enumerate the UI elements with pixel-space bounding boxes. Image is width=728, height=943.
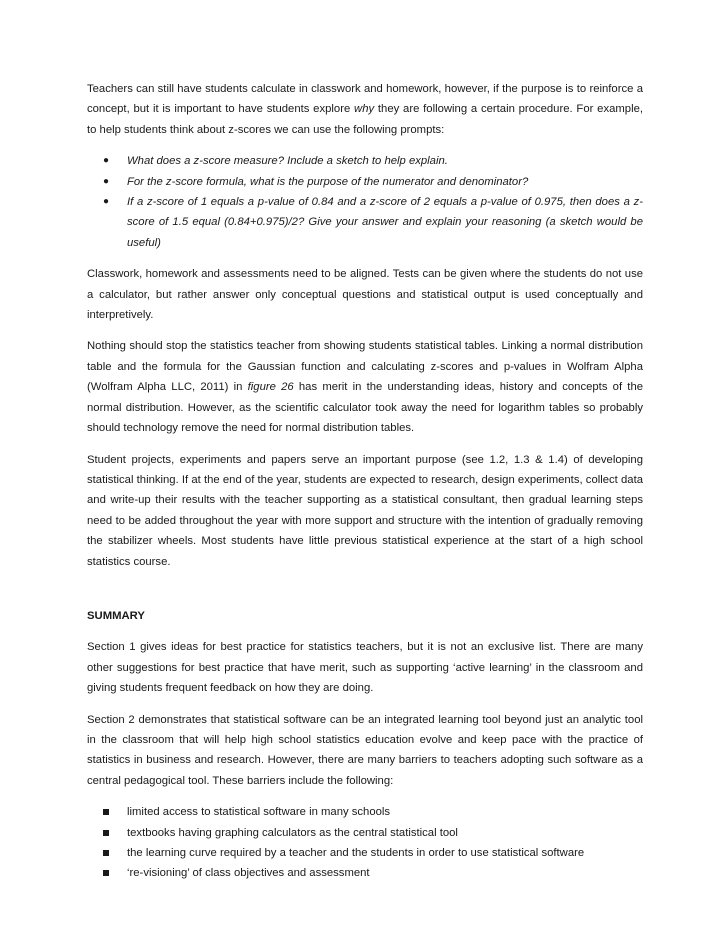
barrier-item [87,823,643,843]
paragraph-tables-text-2: has merit in the understanding ideas, history and concepts of the normal distribution. However, as the scientific calculator took away the need for logarithm tables so probably should technology remove the need for normal distribution tables. [87,381,644,435]
barrier-list [87,802,643,884]
barrier-item [87,863,643,883]
barrier-text: the learning curve required by a teacher and the students in order to use statistical software [127,847,585,859]
paragraph-alignment: Classwork, homework and assessments need to be aligned. Tests can be given where the students do not use a calculator, but rather answer only conceptual questions and statistical output is used conceptually and interpretively. [87,268,643,322]
paragraph-tables-text-1: Nothing should stop the statistics teacher from showing students statistical tables. Linking a normal distribution table and the formula for the Gaussian function and calculating z-scores and p-values in Wolfram Alpha (Wolfram Alpha LLC, 2011) in [87,340,643,394]
barrier-item [87,843,643,863]
figure-reference: figure 26 [247,381,294,394]
barrier-text: textbooks having graphing calculators as the central statistical tool [127,826,458,839]
barrier-item [87,802,643,822]
paragraph-projects: Student projects, experiments and papers serve an important purpose (see 1.2, 1.3 & 1.4) of developing statistical thinking. If at the end of the year, students are expected to research, design experiments, collect data and write-up their results with the teacher supporting as a statistical consultant, then gradual learning steps need to be added throughout the year with more support and structure with the intention of gradually removing the stabilizer wheels. Most students have little previous statistical experience at the start of a high school statistics course. [87,453,643,568]
paragraph-section-1: Section 1 gives ideas for best practice for statistics teachers, but it is not an exclusive list. There are many other suggestions for best practice that have merit, such as supporting ‘active learning’ in the classroom and giving students frequent feedback on how they are doing. [87,641,643,695]
prompt-item [87,192,643,253]
prompt-text: If a z-score of 1 equals a p-value of 0.84 and a z-score of 2 equals a p-value of 0.975, then does a z-score of 1.5 equal (0.84+0.975)/2? Give your answer and explain your reasoning (a sketch would be useful) [127,196,643,249]
square-bullet-icon [103,830,109,836]
paragraph-intro [87,79,643,140]
bullet-icon: ● [103,155,110,167]
prompt-text: For the z-score formula, what is the purpose of the numerator and denominator? [127,175,529,188]
prompt-item [87,172,643,192]
paragraph-intro-text-2: they are following a certain procedure. For example, to help students think about z-scores we can use the following prompts: [87,103,644,136]
bullet-icon: ● [103,196,110,208]
paragraph-intro-text-1: Teachers can still have students calculate in classwork and homework, however, if the purpose is to reinforce a concept, but it is important to have students explore [87,83,643,116]
square-bullet-icon [103,809,109,815]
paragraph-intro-emphasis: why [354,103,375,116]
section-heading-summary: SUMMARY [87,609,145,622]
square-bullet-icon [103,850,109,856]
bullet-icon: ● [103,175,110,187]
square-bullet-icon [103,870,109,876]
barrier-text: ‘re-visioning’ of class objectives and assessment [127,867,370,880]
paragraph-section-2: Section 2 demonstrates that statistical software can be an integrated learning tool beyond just an analytic tool in the classroom that will help high school statistics education evolve and keep pace with the practice of statistics in business and research. However, there are many barriers to teachers adopting such software as a central pedagogical tool. These barriers include the following: [87,713,643,787]
barrier-text: limited access to statistical software in many schools [127,806,391,819]
prompt-item [87,151,643,171]
prompt-text: What does a z-score measure? Include a sketch to help explain. [127,155,448,168]
paragraph-tables [87,336,643,438]
document-page [87,79,643,895]
prompt-list [87,151,643,253]
